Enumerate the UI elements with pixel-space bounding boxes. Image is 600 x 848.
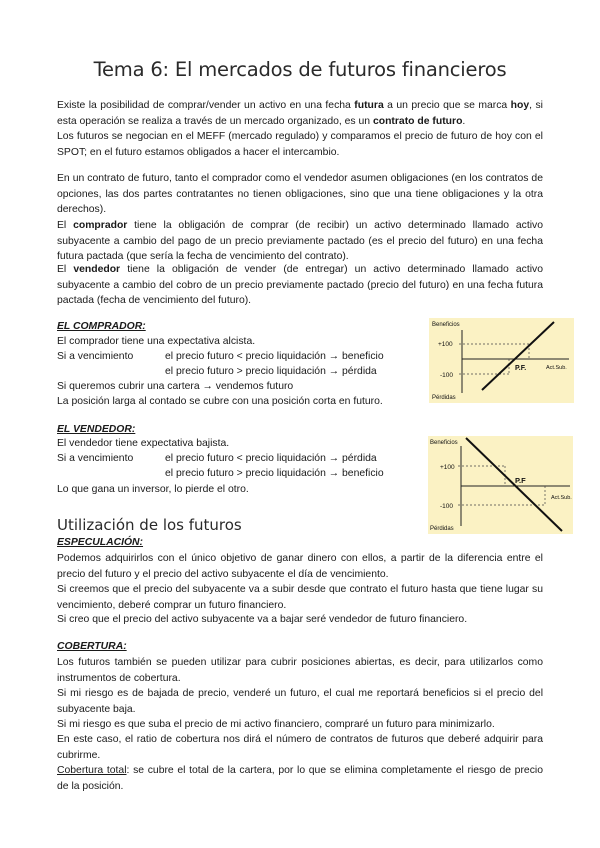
intro-paragraph-1	[57, 98, 543, 129]
vendedor-payoff-chart	[428, 436, 573, 534]
cobertura-paragraph-2: Si mi riesgo es de bajada de precio, venderé un futuro, el cual me reportará beneficios si el precio del subyacente baja.	[57, 688, 543, 715]
vendedor-line-1: El vendedor tiene expectativa bajista.	[57, 438, 230, 449]
text-run: : se cubre el total de la cartera, por lo que se elimina completamente el riesgo de precio de la posición.	[57, 765, 543, 792]
cobertura-total-paragraph	[57, 763, 543, 794]
vendedor-case-1: el precio futuro < precio liquidación → pérdida	[165, 453, 377, 464]
vendedor-case-2: el precio futuro > precio liquidación → beneficio	[165, 468, 384, 479]
y-bottom-label: Pérdidas	[432, 395, 456, 401]
text-run: .	[462, 115, 466, 127]
cobertura-paragraph-4: En este caso, el ratio de cobertura nos dirá el número de contratos de futuros que deberé adquirir para cubrirme.	[57, 734, 543, 761]
y-bottom-label: Pérdidas	[430, 526, 454, 532]
comprador-definition	[57, 218, 543, 265]
bold-term-contrato: contrato de futuro	[372, 115, 463, 127]
cobertura-paragraph-1: Los futuros también se pueden utilizar para cubrir posiciones abiertas, es decir, para utilizarlos como instrumentos de cobertura.	[57, 657, 543, 684]
y-top-label: Beneficios	[430, 440, 458, 446]
text-run: a un precio que se marca	[383, 100, 511, 111]
text-run: El	[57, 220, 74, 231]
text-run: El	[57, 264, 74, 275]
cobertura-paragraph-3: Si mi riesgo es que suba el precio de mi activo financiero, compraré un futuro para minimizarlo.	[57, 719, 495, 730]
especulacion-paragraph-1: Podemos adquirirlos con el único objetivo de ganar dinero con ellos, a partir de la diferencia entre el precio del futuro y el precio del activo subyacente el día de vencimiento.	[57, 553, 543, 580]
text-run: Existe la posibilidad de comprar/vender un activo en una fecha	[57, 100, 355, 111]
vendedor-definition	[57, 262, 543, 309]
page-title: Tema 6: El mercados de futuros financieros	[93, 58, 507, 81]
comprador-line-3: Si queremos cubrir una cartera → vendemos futuro	[57, 381, 294, 392]
comprador-line-1: El comprador tiene una expectativa alcista.	[57, 336, 256, 347]
plus-label: +100	[440, 464, 455, 471]
intro-paragraph-3: En un contrato de futuro, tanto el comprador como el vendedor asumen obligaciones (en los contratos de opciones, las dos partes contratantes no tienen obligaciones, sino que una tiene obligaciones y la otra derechos).	[57, 173, 543, 216]
cobertura-heading: COBERTURA:	[57, 641, 127, 652]
plus-label: +100	[438, 341, 453, 348]
bold-term-futura: futura	[354, 100, 384, 111]
vendedor-heading: EL VENDEDOR:	[57, 424, 136, 435]
minus-label: -100	[440, 503, 454, 510]
cobertura-total-term: Cobertura total	[57, 765, 127, 776]
x-axis-label: Act.Sub.	[546, 365, 567, 371]
text-run: tiene la obligación de vender (de entregar) un activo determinado llamado activo subyacente a cambio del cobro de un precio previamente pactado (precio del futuro) en una fecha futura pactada (fecha de vencimiento del futuro).	[57, 264, 543, 307]
comprador-si-vencimiento: Si a vencimiento	[57, 351, 134, 362]
bold-term-vendedor: vendedor	[73, 264, 121, 275]
vendedor-si-vencimiento: Si a vencimiento	[57, 453, 134, 464]
chart-background	[429, 318, 574, 403]
pf-label: P.F	[515, 476, 526, 485]
comprador-case-1: el precio futuro < precio liquidación → beneficio	[165, 351, 384, 362]
comprador-heading: EL COMPRADOR:	[57, 321, 146, 332]
vendedor-line-3: Lo que gana un inversor, lo pierde el otro.	[57, 484, 249, 495]
comprador-case-2: el precio futuro > precio liquidación → pérdida	[165, 366, 377, 377]
bold-term-comprador: comprador	[73, 220, 128, 231]
y-top-label: Beneficios	[432, 322, 460, 328]
pf-label: P.F.	[515, 365, 527, 372]
comprador-payoff-chart	[429, 318, 574, 403]
intro-paragraph-2: Los futuros se negocian en el MEFF (mercado regulado) y comparamos el precio de futuro de hoy con el SPOT; en el futuro estamos obligados a hacer el intercambio.	[57, 131, 543, 158]
x-axis-label: Act.Sub.	[551, 495, 572, 501]
text-run: , si esta operación se realiza a través de un mercado organizado, es un	[57, 100, 543, 127]
especulacion-paragraph-2: Si creemos que el precio del subyacente va a subir desde que contrato el futuro hasta que tiene lugar su vencimiento, deberé comprar un futuro financiero.	[57, 584, 543, 611]
minus-label: -100	[440, 372, 454, 379]
especulacion-paragraph-3: Si creo que el precio del activo subyacente va a bajar seré vendedor de futuro financiero.	[57, 614, 468, 625]
especulacion-heading: ESPECULACIÓN:	[57, 537, 144, 548]
comprador-line-4: La posición larga al contado se cubre con una posición corta en futuro.	[57, 396, 383, 407]
text-run: tiene la obligación de comprar (de recibir) un activo determinado llamado activo subyacente a cambio del pago de un precio previamente pactado (es el precio del futuro) en una fecha futura pactada (que sería la fecha de vencimiento del contrato).	[57, 220, 543, 263]
section-heading-utilizacion: Utilización de los futuros	[57, 516, 242, 534]
bold-term-hoy: hoy	[510, 100, 530, 111]
